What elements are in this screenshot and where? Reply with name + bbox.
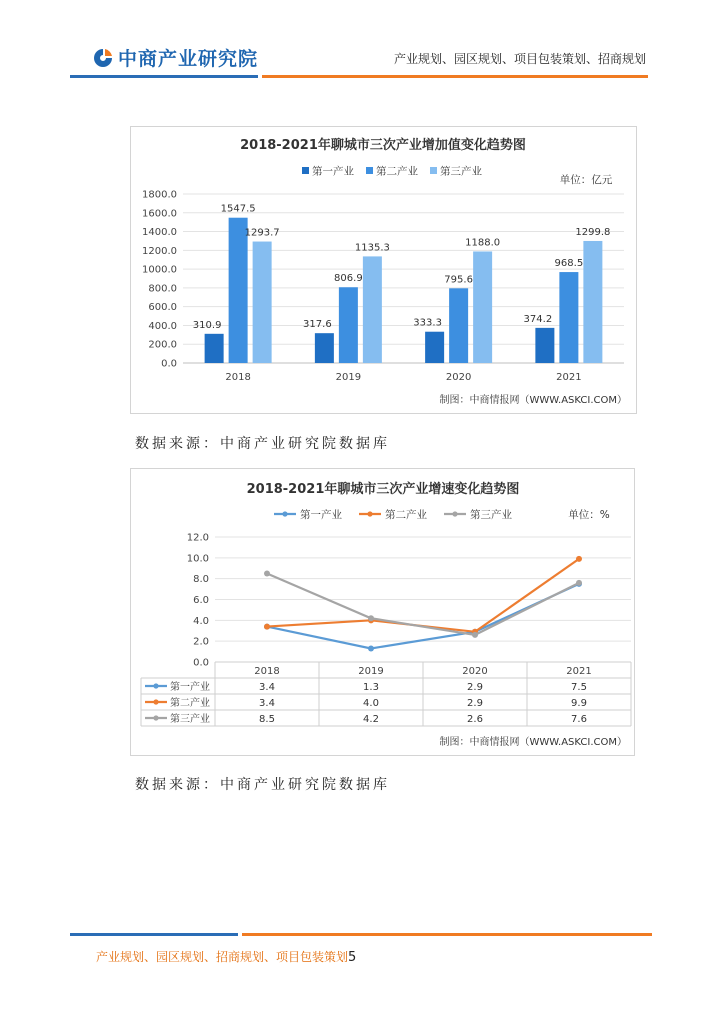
table-cell: 3.4 bbox=[259, 698, 275, 709]
y-tick-label: 1800.0 bbox=[142, 189, 177, 201]
bar-chart bbox=[131, 127, 636, 413]
chart-unit: 单位：亿元 bbox=[559, 174, 613, 186]
legend-key-marker bbox=[153, 715, 158, 720]
y-tick-label: 8.0 bbox=[193, 574, 209, 586]
chart-credit: 制图：中商情报网（WWW.ASKCI.COM） bbox=[439, 737, 627, 748]
footer-divider-orange bbox=[242, 933, 652, 936]
legend-key-marker bbox=[153, 683, 158, 688]
legend-key-marker bbox=[367, 511, 372, 516]
data-point bbox=[576, 556, 582, 562]
data-label: 806.9 bbox=[334, 273, 363, 285]
data-label: 317.6 bbox=[303, 319, 332, 331]
series-line bbox=[267, 559, 579, 632]
x-tick-label: 2020 bbox=[445, 372, 472, 383]
data-label: 1547.5 bbox=[220, 203, 256, 215]
bar bbox=[253, 242, 272, 363]
legend-swatch bbox=[302, 167, 309, 174]
bar bbox=[449, 288, 468, 363]
footer-divider-blue bbox=[70, 933, 238, 936]
bar bbox=[363, 256, 382, 363]
data-label: 333.3 bbox=[413, 317, 442, 329]
legend-key-marker bbox=[452, 511, 457, 516]
table-cell: 9.9 bbox=[571, 698, 587, 709]
chart-credit: 制图：中商情报网（WWW.ASKCI.COM） bbox=[439, 395, 627, 406]
y-tick-label: 1400.0 bbox=[142, 227, 177, 239]
series-line bbox=[267, 573, 579, 634]
x-tick-label: 2018 bbox=[225, 372, 251, 383]
data-label: 795.6 bbox=[444, 274, 473, 286]
header-divider-orange bbox=[262, 75, 648, 78]
chart-legend bbox=[274, 508, 512, 521]
chart-title: 2018-2021年聊城市三次产业增加值变化趋势图 bbox=[240, 138, 526, 153]
legend-label: 第一产业 bbox=[312, 165, 354, 178]
header-tagline: 产业规划、园区规划、项目包装策划、招商规划 bbox=[393, 52, 646, 66]
row-header: 第三产业 bbox=[170, 714, 210, 725]
bar bbox=[205, 334, 224, 363]
row-header: 第一产业 bbox=[170, 682, 210, 693]
data-point bbox=[576, 580, 582, 586]
y-tick-label: 2.0 bbox=[193, 636, 209, 648]
data-point bbox=[264, 570, 270, 576]
table-cell: 4.0 bbox=[363, 698, 379, 709]
bar bbox=[315, 333, 334, 363]
table-cell: 1.3 bbox=[363, 682, 379, 693]
bar bbox=[473, 251, 492, 363]
company-logo bbox=[92, 44, 258, 71]
y-tick-label: 4.0 bbox=[193, 615, 209, 627]
data-point bbox=[368, 645, 374, 651]
source-note: 数据来源：中商产业研究院数据库 bbox=[135, 777, 390, 793]
chart-title: 2018-2021年聊城市三次产业增速变化趋势图 bbox=[246, 482, 520, 497]
y-tick-label: 12.0 bbox=[186, 532, 209, 544]
line-chart bbox=[131, 469, 634, 755]
footer-text: 产业规划、园区规划、招商规划、项目包装策划 bbox=[96, 950, 349, 964]
y-tick-label: 800.0 bbox=[148, 283, 177, 295]
logo-icon bbox=[92, 47, 114, 69]
y-tick-label: 0.0 bbox=[193, 657, 209, 669]
table-cell: 8.5 bbox=[259, 714, 275, 725]
legend-label: 第一产业 bbox=[300, 509, 342, 521]
row-header: 第二产业 bbox=[170, 698, 210, 709]
chart-unit: 单位：% bbox=[568, 509, 610, 521]
table-cell: 2.9 bbox=[467, 698, 483, 709]
table-cell: 7.5 bbox=[571, 682, 587, 693]
y-tick-label: 1600.0 bbox=[142, 208, 177, 220]
bar bbox=[559, 272, 578, 363]
data-label: 310.9 bbox=[192, 319, 222, 331]
y-tick-label: 0.0 bbox=[161, 358, 177, 370]
legend-swatch bbox=[430, 167, 437, 174]
data-label: 968.5 bbox=[554, 258, 584, 270]
table-cell: 2.6 bbox=[467, 714, 483, 725]
footer bbox=[96, 948, 356, 965]
line-chart-frame bbox=[130, 468, 635, 756]
bar bbox=[339, 287, 358, 363]
y-tick-label: 6.0 bbox=[193, 595, 209, 606]
data-label: 1293.7 bbox=[244, 227, 280, 239]
x-tick-label: 2019 bbox=[335, 372, 362, 383]
y-tick-label: 1000.0 bbox=[142, 264, 177, 276]
legend-label: 第三产业 bbox=[470, 509, 512, 521]
legend-label: 第二产业 bbox=[385, 509, 427, 521]
data-point bbox=[264, 624, 270, 630]
data-table bbox=[141, 662, 631, 726]
bar bbox=[425, 332, 444, 363]
bar bbox=[229, 218, 248, 363]
bar bbox=[583, 241, 602, 363]
legend-swatch bbox=[366, 167, 373, 174]
legend-label: 第三产业 bbox=[440, 165, 482, 178]
y-tick-label: 400.0 bbox=[148, 320, 177, 332]
data-label: 1135.3 bbox=[354, 242, 390, 254]
data-label: 1299.8 bbox=[575, 226, 611, 238]
bar bbox=[535, 328, 554, 363]
table-cell: 3.4 bbox=[259, 682, 275, 693]
logo-text: 中商产业研究院 bbox=[118, 48, 259, 70]
y-tick-label: 200.0 bbox=[148, 339, 177, 351]
table-cell: 7.6 bbox=[571, 714, 587, 725]
legend-key-marker bbox=[153, 699, 158, 704]
data-label: 1188.0 bbox=[465, 237, 501, 249]
chart-legend bbox=[302, 165, 482, 178]
bar-chart-frame bbox=[130, 126, 637, 414]
y-tick-label: 600.0 bbox=[148, 302, 177, 314]
data-point bbox=[472, 632, 478, 638]
table-cell: 2.9 bbox=[467, 682, 483, 693]
x-tick-label: 2019 bbox=[358, 666, 384, 677]
source-note: 数据来源：中商产业研究院数据库 bbox=[135, 436, 390, 452]
x-tick-label: 2020 bbox=[462, 666, 488, 677]
y-tick-label: 10.0 bbox=[186, 553, 209, 565]
x-tick-label: 2018 bbox=[254, 666, 280, 677]
header-divider-blue bbox=[70, 75, 258, 78]
page-number: 5 bbox=[348, 950, 357, 965]
data-label: 374.2 bbox=[523, 313, 553, 325]
x-tick-label: 2021 bbox=[556, 372, 582, 383]
table-cell: 4.2 bbox=[363, 714, 379, 725]
y-tick-label: 1200.0 bbox=[142, 245, 177, 257]
x-tick-label: 2021 bbox=[566, 666, 592, 677]
legend-key-marker bbox=[282, 511, 287, 516]
legend-label: 第二产业 bbox=[376, 165, 418, 178]
data-point bbox=[368, 615, 374, 621]
